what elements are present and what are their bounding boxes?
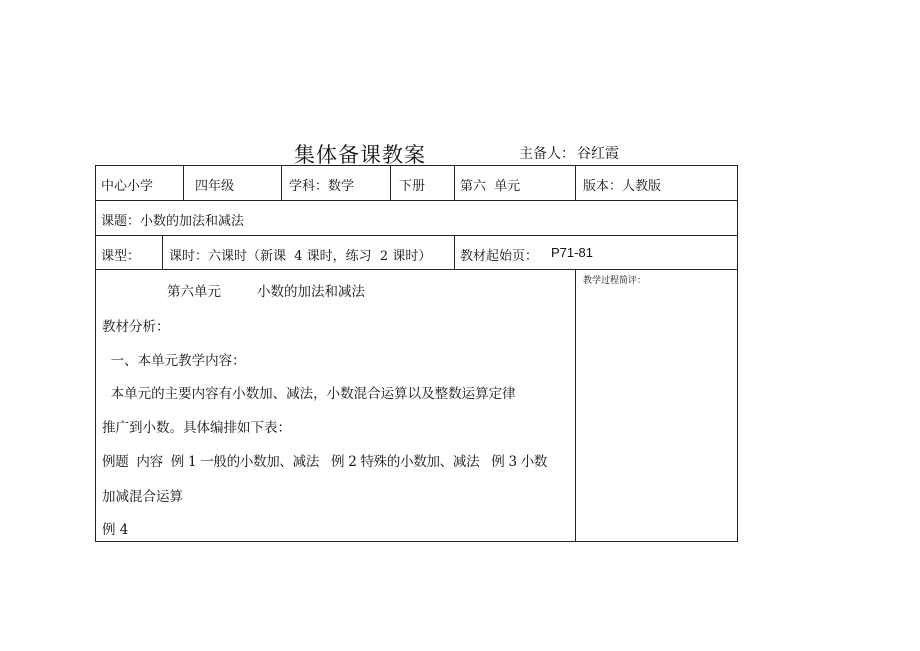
grade-cell: 四年级 — [195, 179, 235, 194]
content-line: 加减混合运算 — [102, 489, 183, 505]
edition-cell: 版本：人教版 — [583, 179, 662, 194]
row-divider-1 — [95, 200, 738, 201]
unit-heading: 第六单元 — [167, 284, 221, 300]
preparer — [519, 143, 619, 163]
content-line: 本单元的主要内容有小数加、减法，小数混合运算以及整数运算定律 — [102, 386, 516, 402]
unit-cell: 第六 单元 — [460, 179, 521, 194]
teaching-review-label: 教学过程简评： — [583, 276, 647, 286]
topic-cell: 课题：小数的加法和减法 — [101, 214, 245, 229]
volume-cell: 下册 — [399, 179, 426, 194]
school-cell: 中心小学 — [101, 179, 154, 194]
row-divider-2 — [95, 235, 738, 236]
col-divider — [281, 165, 282, 200]
col-divider — [390, 165, 391, 200]
subject-cell: 学科：数学 — [289, 179, 355, 194]
start-page-value: P71-81 — [551, 245, 593, 260]
page-title: 集体备课教案 — [294, 143, 426, 167]
preparer-name: 谷红霞 — [577, 146, 619, 162]
content-line: 教材分析： — [102, 319, 170, 335]
unit-title: 小数的加法和减法 — [257, 284, 365, 300]
content-line: 推广到小数。具体编排如下表： — [102, 420, 291, 436]
col-divider — [454, 235, 455, 269]
start-page-label: 教材起始页： — [460, 249, 539, 264]
hours-cell: 课时：六课时（新课 4 课时，练习 2 课时） — [169, 249, 432, 264]
content-line: 例题 内容 例 1 一般的小数加、减法 例 2 特殊的小数加、减法 例 3 小数 — [102, 454, 548, 470]
content-line: 一、本单元教学内容： — [102, 353, 246, 369]
content-line: 例 4 — [102, 522, 129, 538]
col-divider — [575, 165, 576, 200]
col-divider — [575, 269, 576, 542]
col-divider — [183, 165, 184, 200]
row-divider-3 — [95, 269, 738, 270]
col-divider — [454, 165, 455, 200]
preparer-label: 主备人： — [519, 146, 575, 162]
col-divider — [162, 235, 163, 269]
lesson-type-cell: 课型： — [101, 249, 141, 264]
